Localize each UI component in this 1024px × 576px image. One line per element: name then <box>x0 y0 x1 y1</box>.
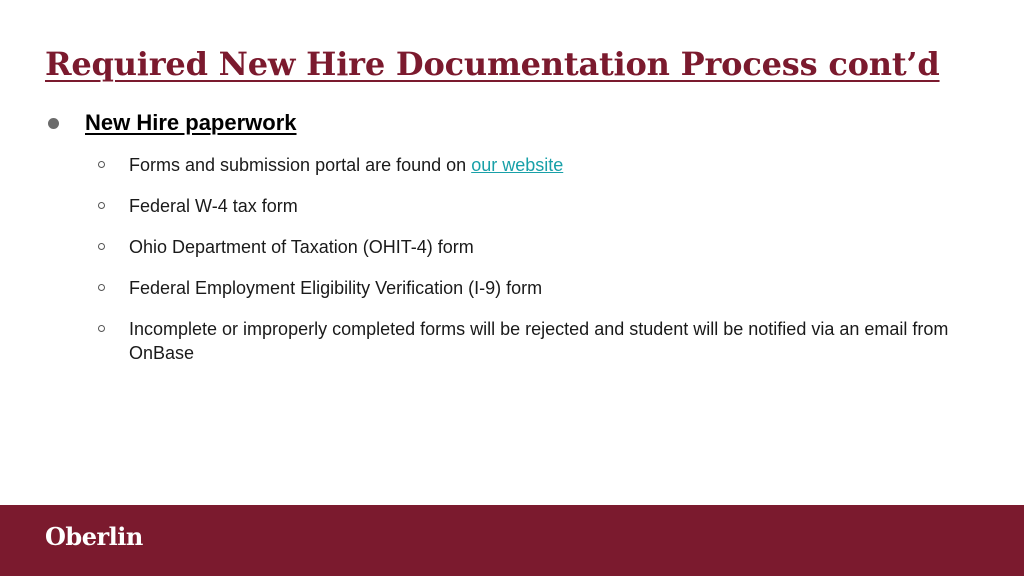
list-item <box>96 317 956 365</box>
list-item <box>96 153 956 177</box>
list-item <box>96 276 956 300</box>
paperwork-list <box>96 153 956 382</box>
section-heading: New Hire paperwork <box>85 110 297 135</box>
bullet-new-hire-paperwork <box>45 108 297 138</box>
our-website-link[interactable]: our website <box>471 155 564 175</box>
list-item <box>96 235 956 259</box>
list-item <box>96 194 956 218</box>
filled-bullet-icon <box>48 118 59 129</box>
hollow-bullet-icon <box>98 325 105 332</box>
list-item-text: Incomplete or improperly completed forms will be rejected and student will be notified via an email from OnBase <box>129 319 949 363</box>
hollow-bullet-icon <box>98 284 105 291</box>
footer-bar <box>0 505 1024 576</box>
list-item-text: Federal W-4 tax form <box>129 196 298 216</box>
slide-title: Required New Hire Documentation Process cont’d <box>45 45 940 83</box>
oberlin-logo: Oberlin <box>45 522 143 551</box>
list-item-text: Ohio Department of Taxation (OHIT-4) form <box>129 237 474 257</box>
list-item-text: Forms and submission portal are found on <box>129 155 472 175</box>
hollow-bullet-icon <box>98 202 105 209</box>
list-item-text: Federal Employment Eligibility Verification (I-9) form <box>129 278 543 298</box>
hollow-bullet-icon <box>98 161 105 168</box>
hollow-bullet-icon <box>98 243 105 250</box>
